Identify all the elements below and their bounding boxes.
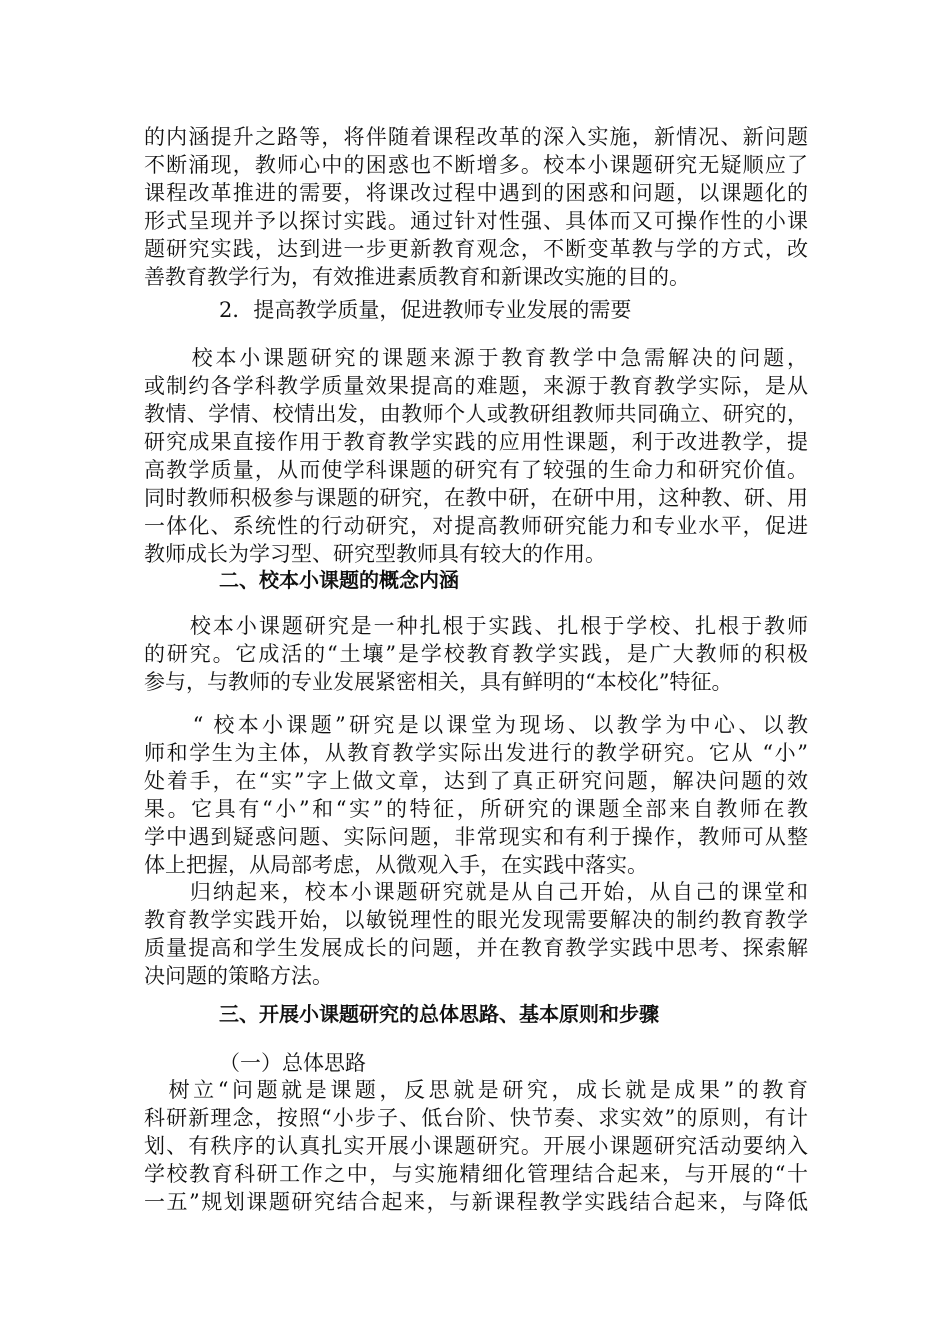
text-line: 校本小课题研究是一种扎根于实践、扎根于学校、扎根于教师 bbox=[144, 614, 808, 638]
text-line: 或制约各学科教学质量效果提高的难题，来源于教育教学实际，是从 bbox=[144, 374, 808, 398]
text-line: 研究成果直接作用于教育教学实践的应用性课题，利于改进教学，提 bbox=[144, 430, 808, 454]
text-line: 形式呈现并予以探讨实践。通过针对性强、具体而又可操作性的小课 bbox=[144, 209, 808, 233]
paragraph-small-topic bbox=[144, 711, 808, 879]
text-line: 课程改革推进的需要，将课改过程中遇到的困惑和问题，以课题化的 bbox=[144, 181, 808, 205]
text-line: 教育教学实践开始，以敏锐理性的眼光发现需要解决的制约教育教学 bbox=[144, 908, 808, 932]
section-heading-approach: 三、开展小课题研究的总体思路、基本原则和步骤 bbox=[219, 1002, 659, 1026]
paragraph-summary bbox=[144, 878, 808, 990]
text-line: 体上把握，从局部考虑，从微观入手，在实践中落实。 bbox=[144, 853, 648, 877]
text-line: 参与，与教师的专业发展紧密相关，具有鲜明的“本校化”特征。 bbox=[144, 670, 733, 694]
text-line: 归纳起来，校本小课题研究就是从自己开始，从自己的课堂和 bbox=[144, 880, 808, 904]
paragraph-concept bbox=[144, 612, 808, 696]
text-line: 教师成长为学习型、研究型教师具有较大的作用。 bbox=[144, 542, 606, 566]
text-line: 师和学生为主体，从教育教学实际出发进行的教学研究。它从 “小” bbox=[144, 741, 808, 765]
text-line: 果。它具有“小”和“实”的特征，所研究的课题全部来自教师在教 bbox=[144, 797, 808, 821]
text-line: 树立“问题就是课题，反思就是研究，成长就是成果”的教育 bbox=[144, 1078, 808, 1102]
text-line: 划、有秩序的认真扎实开展小课题研究。开展小课题研究活动要纳入 bbox=[144, 1134, 808, 1158]
subheading-teaching-quality: 2．提高教学质量，促进教师专业发展的需要 bbox=[219, 298, 632, 322]
paragraph-overall-approach bbox=[144, 1076, 808, 1216]
text-line: 处着手，在“实”字上做文章，达到了真正研究问题，解决问题的效 bbox=[144, 769, 808, 793]
text-line: 高教学质量，从而使学科课题的研究有了较强的生命力和研究价值。 bbox=[144, 458, 808, 482]
text-line: 学中遇到疑惑问题、实际问题，非常现实和有利于操作，教师可从整 bbox=[144, 825, 808, 849]
paragraph-teaching-quality bbox=[144, 344, 808, 568]
text-line: 教情、学情、校情出发，由教师个人或教研组教师共同确立、研究的， bbox=[144, 402, 808, 426]
text-line: 同时教师积极参与课题的研究，在教中研，在研中用，这种教、研、用 bbox=[144, 486, 808, 510]
paragraph-curriculum-reform bbox=[144, 123, 808, 291]
text-line: 校本小课题研究的课题来源于教育教学中急需解决的问题， bbox=[144, 346, 808, 370]
text-line: 学校教育科研工作之中，与实施精细化管理结合起来，与开展的“十 bbox=[144, 1162, 808, 1186]
text-line: 善教育教学行为，有效推进素质教育和新课改实施的目的。 bbox=[144, 265, 690, 289]
text-line: 一五”规划课题研究结合起来，与新课程教学实践结合起来，与降低 bbox=[144, 1190, 808, 1214]
text-line: 质量提高和学生发展成长的问题，并在教育教学实践中思考、探索解 bbox=[144, 936, 808, 960]
section-heading-concept: 二、校本小课题的概念内涵 bbox=[219, 568, 459, 592]
text-line: 的研究。它成活的“土壤”是学校教育教学实践，是广大教师的积极 bbox=[144, 642, 808, 666]
text-line: 题研究实践，达到进一步更新教育观念，不断变革教与学的方式，改 bbox=[144, 237, 808, 261]
text-line: “ 校本小课题”研究是以课堂为现场、以教学为中心、以教 bbox=[144, 713, 808, 737]
text-line: 科研新理念，按照“小步子、低台阶、快节奏、求实效”的原则，有计 bbox=[144, 1106, 808, 1130]
text-line: 的内涵提升之路等，将伴随着课程改革的深入实施，新情况、新问题 bbox=[144, 125, 808, 149]
text-line: 一体化、系统性的行动研究，对提高教师研究能力和专业水平，促进 bbox=[144, 514, 808, 538]
text-line: 决问题的策略方法。 bbox=[144, 964, 333, 988]
subheading-overall-approach: （一）总体思路 bbox=[219, 1051, 366, 1075]
text-line: 不断涌现，教师心中的困惑也不断增多。校本小课题研究无疑顺应了 bbox=[144, 153, 808, 177]
